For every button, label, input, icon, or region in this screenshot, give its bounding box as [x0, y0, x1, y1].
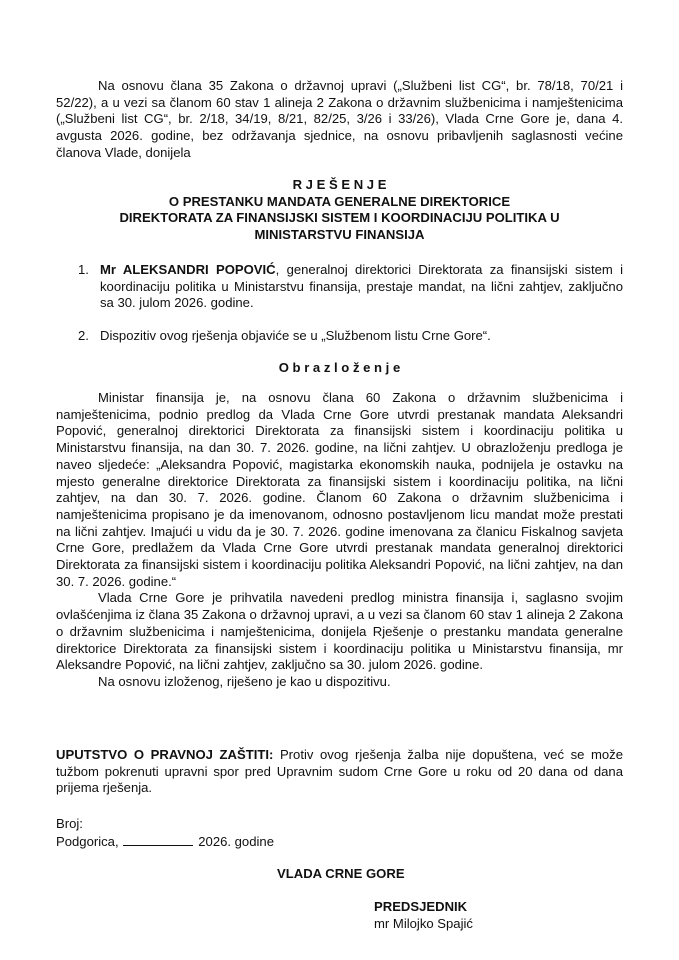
- reasons-heading: O b r a z l o ž e n j e: [278, 360, 401, 375]
- intro-paragraph: Na osnovu člana 35 Zakona o državnoj upravi („Službeni list CG“, br. 78/18, 70/21 i 52/22), a u vezi sa članom 60 stav 1 alineja 2 Zakona o državnim službenicima i namještenicima („Službeni list CG“, br. 2/18, 34/19, 8/21, 82/25, 3/26 i 33/26), Vlada Crne Gore je, dana 4. avgusta 2026. godine, bez održavanja sjednice, na osnovu pribavljenih saglasnosti većine članova Vlade, donijela: [56, 78, 623, 160]
- title-line-4: MINISTARSTVU FINANSIJA: [254, 227, 425, 243]
- list-item-1: [56, 262, 623, 312]
- legal-remedy-text: Protiv ovog rješenja žalba nije dopuštena, već se može tužbom pokrenuti upravni spor pred Upravnim sudom Crne Gore u roku od 20 dana od dana prijema rješenja.: [56, 747, 623, 796]
- list-item-bold-name: Mr ALEKSANDRI POPOVIĆ: [100, 262, 276, 277]
- reasons-paragraph-3: Na osnovu izloženog, riješeno je kao u dispozitivu.: [98, 673, 391, 689]
- title-line-1: R J E Š E N J E: [292, 177, 387, 192]
- place-label: Podgorica,: [56, 834, 119, 849]
- legal-remedy-label: UPUTSTVO O PRAVNOJ ZAŠTITI:: [56, 747, 274, 762]
- president-name: mr Milojko Spajić: [374, 916, 473, 931]
- title-line-2: O PRESTANKU MANDATA GENERALNE DIREKTORICE: [168, 193, 511, 209]
- reasons-paragraph-1: Ministar finansija je, na osnovu člana 60 Zakona o državnim službenicima i namještenicima, podnio predlog da Vlada Crne Gore utvrdi prestanak mandata Aleksandri Popović, generalnoj direktorici Direktorata za finansijski sistem i koordinaciju politika u Ministarstvu finansija, na dan 30. 7. 2026. godine, na lični zahtjev. U obrazloženju predloga je naveo sljedeće: „Aleksandra Popović, magistarka ekonomskih nauka, podnijela je ostavku na mjesto generalne direktorice Direktorata za finansijski sistem i koordinaciju politika, na lični zahtjev, na dan 30. 7. 2026. godine. Članom 60 Zakona o državnim službenicima i namještenicima propisano je da imenovanom, odnosno postavljenom licu mandat može prestati na lični zahtjev. Imajući u vidu da je 30. 7. 2026. godine imenovana za članicu Fiskalnog savjeta Crne Gore, predlažem da Vlada Crne Gore utvrdi prestanak mandata generalnoj direktorici Direktorata za finansijski sistem i koordinaciju politika Aleksandri Popović, na lični zahtjev, na dan 30. 7. 2026. godine.“: [56, 390, 623, 589]
- list-item-text: Dispozitiv ovog rješenja objaviće se u „Službenom listu Crne Gore“.: [100, 328, 491, 343]
- reasons-paragraph-2: Vlada Crne Gore je prihvatila navedeni predlog ministra finansija i, saglasno svojim ovlašćenjima iz člana 35 Zakona o državnoj upravi, a u vezi sa članom 60 stav 1 alineja 2 Zakona o državnim službenicima i namještenicima, donijela Rješenje o prestanku mandata generalne direktorice Direktorata za finansijski sistem i koordinaciju politika u Ministarstvu finansija, mr Aleksandre Popović, na lični zahtjev, zaključno sa 30. julom 2026. godine.: [56, 590, 623, 673]
- list-item-2: [56, 328, 623, 345]
- president-title: PREDSJEDNIK: [374, 899, 468, 914]
- list-item-rest: , generalnoj direktorici Direktorata za finansijski sistem i koordinaciju politika u Ministarstvu finansija, prestaje mandat, na lični zahtjev, zaključno sa 30. julom 2026. godine.: [100, 262, 623, 311]
- title-line-3: DIREKTORATA ZA FINANSIJSKI SISTEM I KOORDINACIJU POLITIKA U: [119, 210, 560, 226]
- legal-remedy-paragraph: [56, 747, 623, 797]
- document-title: [56, 177, 623, 244]
- date-blank-line: [123, 833, 193, 846]
- place-date-line: [56, 833, 274, 851]
- list-item-text: [100, 262, 623, 312]
- list-item-number: 1.: [78, 262, 89, 277]
- date-suffix: 2026. godine: [198, 834, 274, 849]
- government-name: VLADA CRNE GORE: [277, 866, 405, 881]
- reasons-section: [56, 390, 623, 691]
- document-number-label: Broj:: [56, 816, 83, 831]
- list-item-number: 2.: [78, 328, 89, 343]
